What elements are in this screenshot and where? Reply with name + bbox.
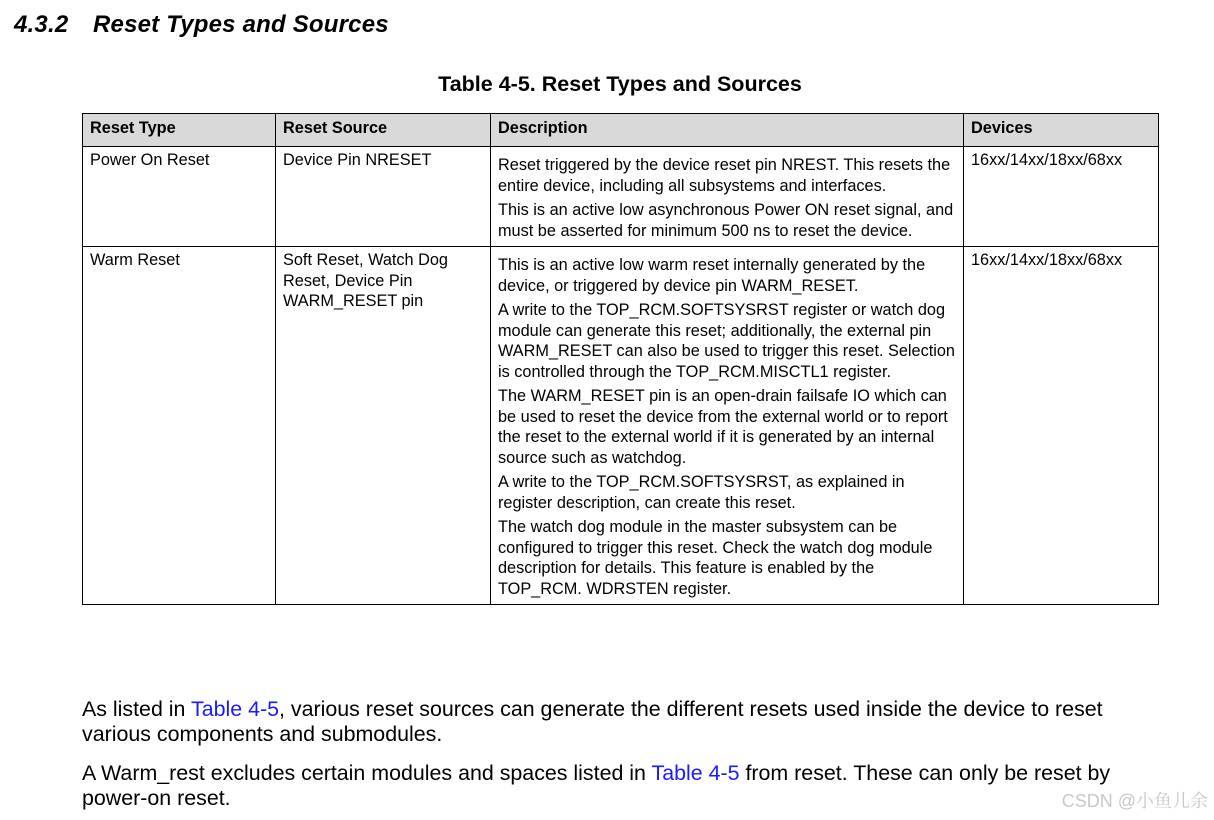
header-devices: Devices (964, 114, 1159, 147)
header-reset-source: Reset Source (276, 114, 491, 147)
section-number: 4.3.2 (14, 11, 69, 38)
cell-reset-source: Soft Reset, Watch Dog Reset, Device Pin WARM_RESET pin (276, 247, 491, 605)
table-caption: Table 4-5. Reset Types and Sources (438, 72, 802, 96)
cell-devices: 16xx/14xx/18xx/68xx (964, 247, 1159, 605)
paragraph-text: A Warm_rest excludes certain modules and spaces listed in (82, 761, 652, 785)
description-paragraph: A write to the TOP_RCM.SOFTSYSRST, as explained in register description, can create this reset. (498, 473, 905, 512)
paragraph-text: As listed in (82, 697, 191, 721)
reset-types-table (82, 113, 1159, 605)
cell-description (491, 147, 964, 247)
header-description: Description (491, 114, 964, 147)
table-reference-link[interactable]: Table 4-5 (651, 761, 740, 785)
section-title: Reset Types and Sources (93, 11, 389, 38)
description-paragraph: A write to the TOP_RCM.SOFTSYSRST register or watch dog module can generate this reset; additionally, the external pin WARM_RESET can also be used to trigger this reset. Selection is controlled through the TOP_RCM.MISCTL1 register. (498, 301, 955, 381)
description-paragraph: Reset triggered by the device reset pin NREST. This resets the entire device, including all subsystems and interfaces. (498, 156, 951, 195)
table-row (83, 147, 1159, 247)
description-paragraph: The WARM_RESET pin is an open-drain failsafe IO which can be used to reset the device from the external world or to report the reset to the external world if it is generated by an internal source such as watchdog. (498, 387, 948, 467)
cell-description (491, 247, 964, 605)
paragraph-text: from reset. These can only be reset by power-on reset. (82, 761, 1111, 810)
watermark: CSDN @小鱼儿余 (1061, 791, 1208, 811)
cell-reset-source: Device Pin NRESET (276, 147, 491, 247)
table-row (83, 247, 1159, 605)
table-header-row (83, 114, 1159, 147)
cell-devices: 16xx/14xx/18xx/68xx (964, 147, 1159, 247)
header-reset-type: Reset Type (83, 114, 276, 147)
paragraph-text: , various reset sources can generate the different resets used inside the device to reset various components and submodules. (82, 697, 1103, 746)
section-heading (14, 11, 389, 39)
description-paragraph: This is an active low asynchronous Power ON reset signal, and must be asserted for minimum 500 ns to reset the device. (498, 201, 954, 240)
description-paragraph: This is an active low warm reset internally generated by the device, or triggered by device pin WARM_RESET. (498, 256, 926, 295)
cell-reset-type: Warm Reset (83, 247, 276, 605)
table-reference-link[interactable]: Table 4-5 (191, 697, 279, 721)
cell-reset-type: Power On Reset (83, 147, 276, 247)
description-paragraph: The watch dog module in the master subsystem can be configured to trigger this reset. Check the watch dog module description for details. This feature is enabled by the TOP_RCM. WDRSTEN register. (498, 518, 933, 598)
body-paragraph (82, 697, 1172, 746)
body-paragraph (82, 761, 1172, 810)
